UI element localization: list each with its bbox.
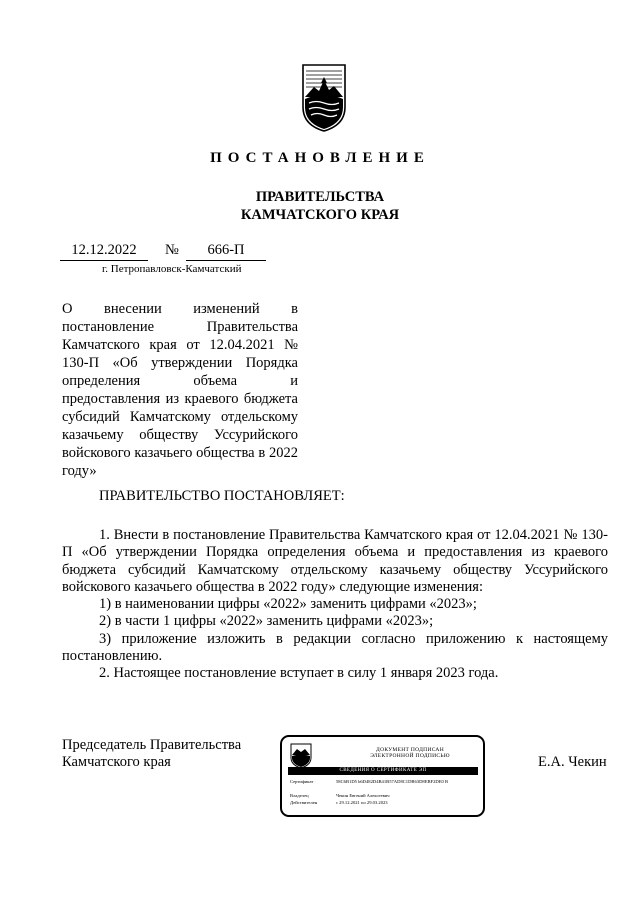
paragraph-1-item-2: 2) в части 1 цифры «2022» заменить цифрами «2023»; bbox=[99, 613, 434, 630]
stamp-title-line-2: ЭЛЕКТРОННОЙ ПОДПИСЬЮ bbox=[370, 753, 450, 759]
validity-value: с 29.12.2021 по 29.03.2023 bbox=[336, 800, 388, 805]
stamp-certificate-bar: СВЕДЕНИЯ О СЕРТИФИКАТЕ ЭП bbox=[288, 767, 478, 775]
signer-position-line-2: Камчатского края bbox=[62, 754, 171, 770]
number-sign: № bbox=[165, 242, 179, 258]
document-number: 666-П bbox=[186, 242, 266, 261]
stamp-title bbox=[342, 747, 478, 759]
document-subject: О внесении изменений в постановление Правительства Камчатского края от 12.04.2021 № 130-П «Об утверждении Порядка определения объема и предоставления из краевого бюджета субсидий Камчатскому отдельскому казачьему обществу Уссурийского войскового казачьего общества в 2022 году» bbox=[62, 301, 298, 479]
paragraph-1-item-1: 1) в наименовании цифры «2022» заменить цифрами «2023»; bbox=[99, 596, 477, 613]
document-body bbox=[62, 527, 608, 683]
issuer-line-1: ПРАВИТЕЛЬСТВА bbox=[255, 189, 385, 205]
certificate-value: 58C6B1D5 b6D482D4B41B57AD8C1DB63D8EBF2DE0 B bbox=[336, 779, 449, 784]
paragraph-2: 2. Настоящее постановление вступает в силу 1 января 2023 года. bbox=[99, 665, 499, 682]
stamp-title-line-1: ДОКУМЕНТ ПОДПИСАН bbox=[376, 747, 444, 753]
validity-label: Действителен bbox=[290, 800, 318, 805]
signer-name: Е.А. Чекин bbox=[538, 754, 607, 770]
paragraph-1-item-3: 3) приложение изложить в редакции согласно приложению к настоящему постановлению. bbox=[62, 630, 608, 665]
issuer-name bbox=[0, 188, 640, 224]
owner-value: Чекин Евгений Алексеевич bbox=[336, 793, 390, 798]
document-type: ПОСТАНОВЛЕНИЕ bbox=[210, 150, 430, 166]
document-date: 12.12.2022 bbox=[60, 242, 148, 261]
signer-position bbox=[62, 737, 241, 771]
decree-heading: ПРАВИТЕЛЬСТВО ПОСТАНОВЛЯЕТ: bbox=[99, 488, 345, 504]
electronic-signature-stamp bbox=[280, 735, 485, 817]
coat-of-arms-icon bbox=[300, 63, 348, 133]
stamp-emblem-icon bbox=[290, 743, 312, 769]
owner-label: Владелец bbox=[290, 793, 309, 798]
paragraph-1: 1. Внести в постановление Правительства Камчатского края от 12.04.2021 № 130-П «Об утверждении Порядка определения объема и предоставления из краевого бюджета субсидий Камчатскому отдельскому казачьему обществу Уссурийского войскового казачьего общества в 2022 году» следующие изменения: bbox=[62, 527, 608, 595]
city-of-issue: г. Петропавловск-Камчатский bbox=[102, 263, 242, 275]
signer-position-line-1: Председатель Правительства bbox=[62, 737, 242, 753]
certificate-label: Сертификат bbox=[290, 779, 314, 784]
issuer-line-2: КАМЧАТСКОГО КРАЯ bbox=[240, 207, 400, 223]
